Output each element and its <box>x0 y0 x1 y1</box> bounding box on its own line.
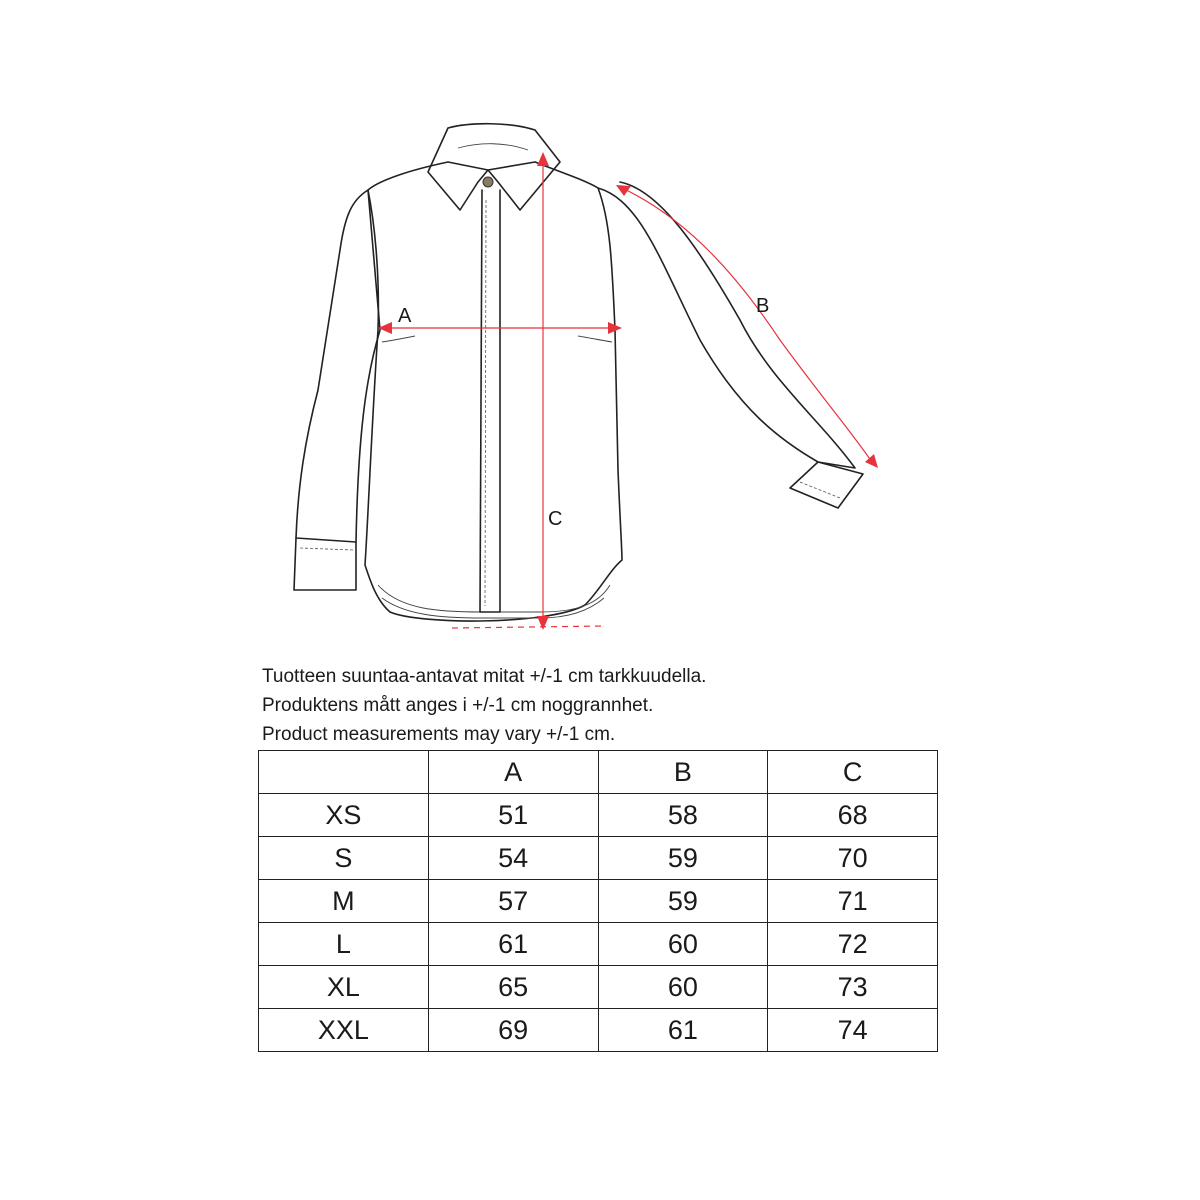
value-c: 73 <box>768 966 938 1009</box>
value-a: 57 <box>428 880 598 923</box>
table-row <box>259 923 938 966</box>
shirt-outline <box>294 124 863 621</box>
value-c: 70 <box>768 837 938 880</box>
value-c: 74 <box>768 1009 938 1052</box>
size-label: XS <box>259 794 429 837</box>
table-row <box>259 794 938 837</box>
table-header-row <box>259 751 938 794</box>
value-b: 60 <box>598 923 768 966</box>
value-c: 68 <box>768 794 938 837</box>
value-a: 69 <box>428 1009 598 1052</box>
value-b: 60 <box>598 966 768 1009</box>
header-cell-b: B <box>598 751 768 794</box>
table-row <box>259 1009 938 1052</box>
note-finnish: Tuotteen suuntaa-antavat mitat +/-1 cm tarkkuudella. <box>262 666 707 687</box>
measure-label-c: C <box>548 508 563 530</box>
measure-label-b: B <box>756 295 770 317</box>
value-a: 61 <box>428 923 598 966</box>
size-table <box>258 750 938 1052</box>
note-swedish: Produktens mått anges i +/-1 cm noggrannhet. <box>262 695 654 716</box>
value-a: 65 <box>428 966 598 1009</box>
note-english: Product measurements may vary +/-1 cm. <box>262 724 616 745</box>
size-label: M <box>259 880 429 923</box>
size-label: XL <box>259 966 429 1009</box>
value-b: 59 <box>598 880 768 923</box>
value-a: 54 <box>428 837 598 880</box>
table-row <box>259 966 938 1009</box>
value-c: 71 <box>768 880 938 923</box>
measure-line-b <box>616 185 878 468</box>
value-c: 72 <box>768 923 938 966</box>
size-label: S <box>259 837 429 880</box>
size-label: L <box>259 923 429 966</box>
table-row <box>259 880 938 923</box>
value-b: 61 <box>598 1009 768 1052</box>
value-b: 59 <box>598 837 768 880</box>
header-cell-c: C <box>768 751 938 794</box>
measurement-notes <box>262 662 962 749</box>
table-row <box>259 837 938 880</box>
header-cell <box>259 751 429 794</box>
measure-line-c <box>452 152 605 630</box>
header-cell-a: A <box>428 751 598 794</box>
size-label: XXL <box>259 1009 429 1052</box>
value-a: 51 <box>428 794 598 837</box>
value-b: 58 <box>598 794 768 837</box>
measure-label-a: A <box>398 305 412 327</box>
